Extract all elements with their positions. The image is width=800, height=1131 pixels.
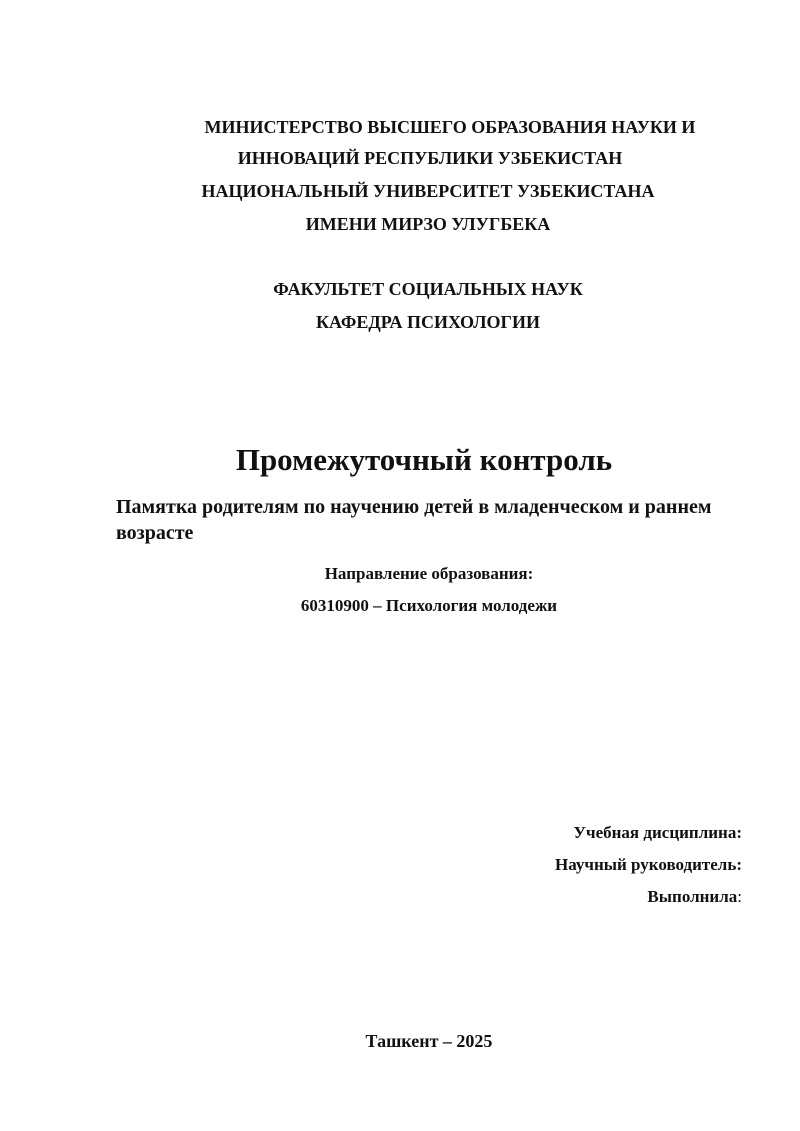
discipline-label: Учебная дисциплина: [573,823,742,842]
department-name: КАФЕДРА ПСИХОЛОГИИ [315,312,540,332]
ministry-line-2: ИННОВАЦИЙ РЕСПУБЛИКИ УЗБЕКИСТАН [237,148,623,168]
document-subtitle: Памятка родителям по научению детей в младенческом и раннем возрасте [116,496,712,544]
city-year: Ташкент – 2025 [365,1031,493,1051]
faculty-name: ФАКУЛЬТЕТ СОЦИАЛЬНЫХ НАУК [273,279,583,299]
university-line-1: НАЦИОНАЛЬНЫЙ УНИВЕРСИТЕТ УЗБЕКИСТАНА [201,181,655,201]
education-direction-label: Направление образования: [324,564,534,583]
page-title: Промежуточный контроль [235,442,613,477]
author-label-text: Выполнила [647,887,738,906]
supervisor-label: Научный руководитель: [555,855,742,874]
ministry-line-1: МИНИСТЕРСТВО ВЫСШЕГО ОБРАЗОВАНИЯ НАУКИ И [204,117,696,137]
education-direction-value: 60310900 – Психология молодежи [300,596,558,615]
author-label [300,886,742,908]
university-line-2: ИМЕНИ МИРЗО УЛУГБЕКА [305,214,551,234]
author-label-colon: : [737,887,742,906]
